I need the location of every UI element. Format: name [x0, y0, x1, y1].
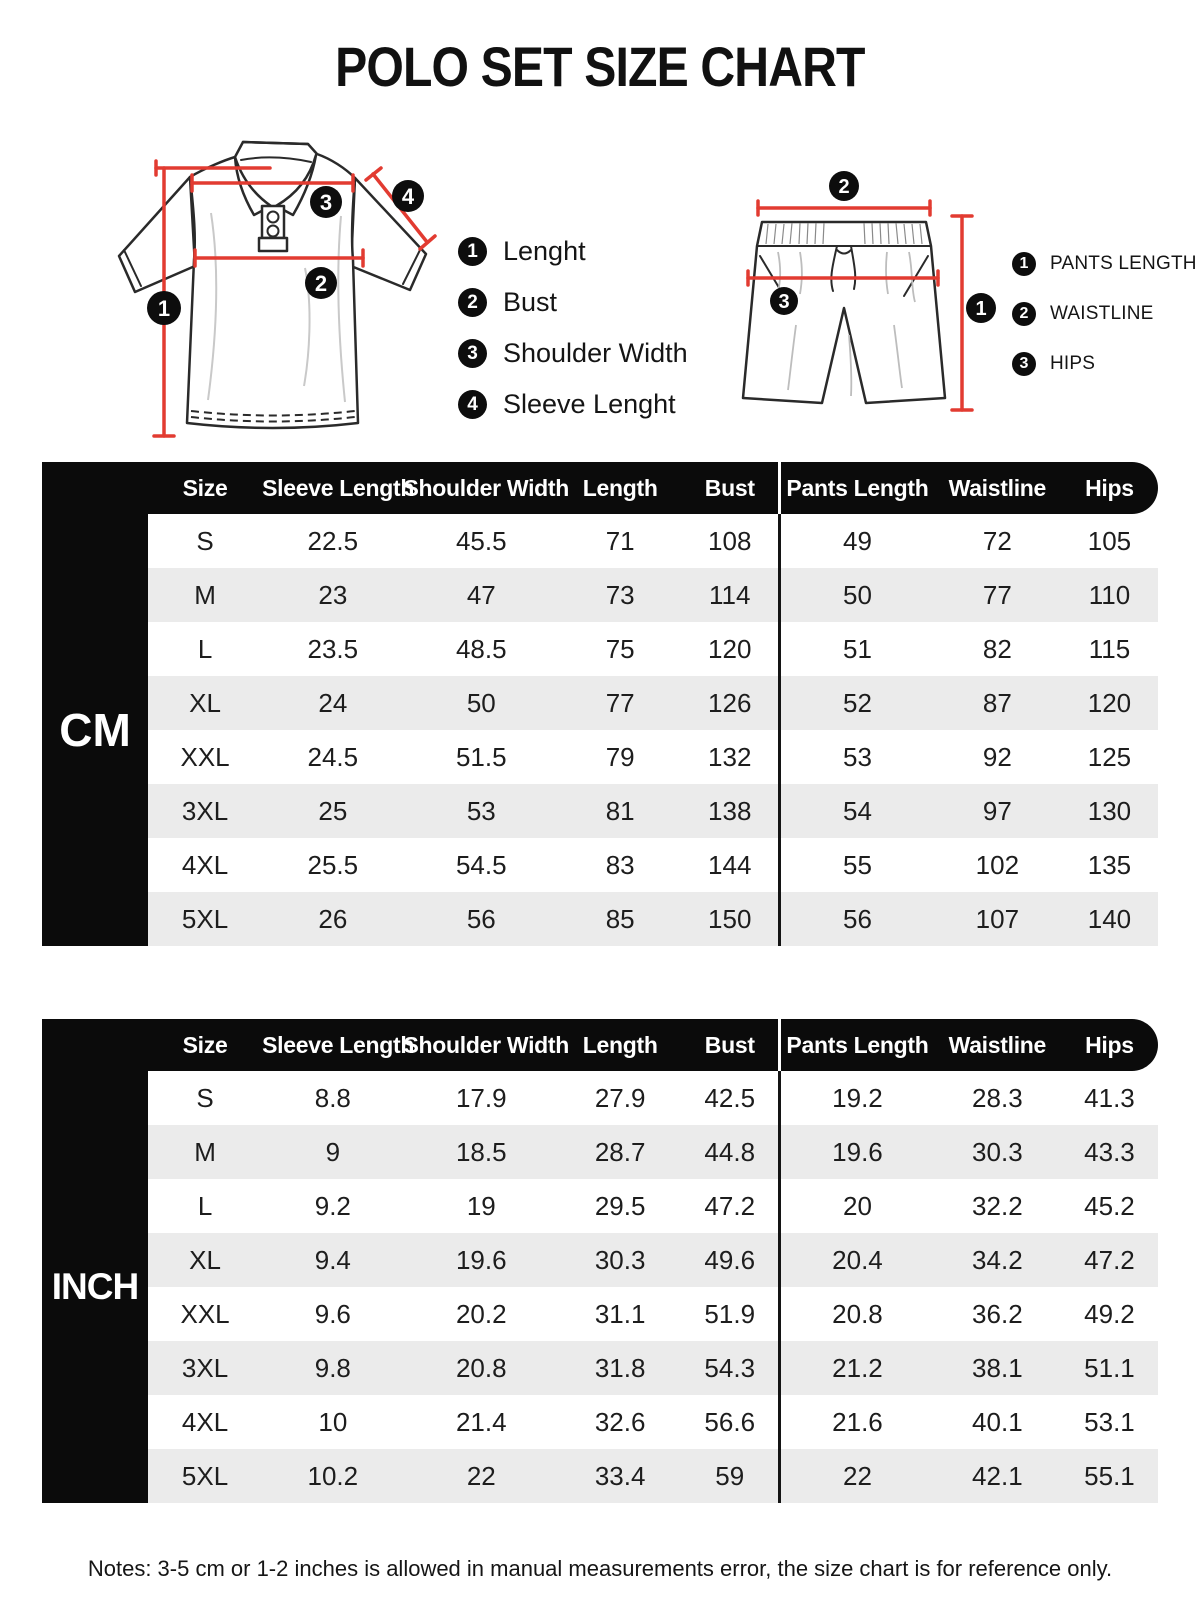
- measure-cell: 43.3: [1084, 1136, 1135, 1167]
- measure-cell: 32.6: [594, 1406, 646, 1437]
- measure-cell: 20.8: [778, 1287, 934, 1341]
- measure-cell: 53: [778, 730, 934, 784]
- size-cell: 4XL: [181, 849, 229, 880]
- measure-cell: 9.4: [314, 1244, 351, 1275]
- measure-cell: 10: [318, 1406, 348, 1437]
- table-row: [148, 1395, 1158, 1449]
- legend-badge-1: 1: [458, 237, 487, 266]
- measure-cell: 9.2: [314, 1190, 351, 1221]
- size-cell: XXL: [180, 741, 230, 772]
- measure-cell: 19.6: [455, 1244, 507, 1275]
- size-cell: 3XL: [181, 795, 229, 826]
- measure-cell: 120: [708, 633, 752, 664]
- measure-cell: 52: [778, 676, 934, 730]
- legend-item-bust: [458, 287, 688, 318]
- legend-badge-4: 4: [458, 390, 487, 419]
- column-header: Size: [182, 1032, 228, 1058]
- size-cell: M: [194, 579, 216, 610]
- measure-cell: 21.6: [778, 1395, 934, 1449]
- badge-pants-length: 1: [975, 298, 987, 320]
- badge-bust: 2: [314, 271, 328, 296]
- measure-cell: 22: [778, 1449, 934, 1503]
- polo-shirt-diagram: [95, 118, 445, 453]
- column-header: Shoulder Width: [403, 475, 570, 501]
- table-row: [148, 1341, 1158, 1395]
- measure-cell: 20.2: [455, 1298, 507, 1329]
- measure-cell: 9: [325, 1136, 341, 1167]
- measure-cell: 49: [778, 514, 934, 568]
- table-row: [148, 838, 1158, 892]
- badge-waistline: 2: [838, 176, 850, 198]
- measure-cell: 125: [1087, 741, 1132, 772]
- measure-cell: 25: [318, 795, 348, 826]
- shorts-diagram: [700, 160, 1000, 430]
- cm-table-body: [42, 514, 1158, 946]
- measure-cell: 53: [466, 795, 496, 826]
- size-cell: 3XL: [181, 1352, 229, 1383]
- legend-item-shoulder-width: [458, 338, 688, 369]
- column-header: Length: [582, 475, 658, 501]
- size-cell: L: [197, 633, 213, 664]
- column-header: Pants Length: [778, 462, 934, 514]
- measure-cell: 31.8: [594, 1352, 646, 1383]
- measure-cell: 51.9: [704, 1298, 756, 1329]
- measure-cell: 79: [605, 741, 635, 772]
- notes-text: Notes: 3-5 cm or 1-2 inches is allowed in manual measurements error, the size chart is for reference only.: [87, 1556, 1113, 1581]
- legend-badge-2: 2: [1012, 302, 1036, 326]
- size-cell: L: [197, 1190, 213, 1221]
- measure-cell: 55.1: [1084, 1460, 1135, 1491]
- measure-cell: 135: [1087, 849, 1132, 880]
- measure-cell: 19: [466, 1190, 496, 1221]
- measure-cell: 23: [318, 579, 348, 610]
- measure-cell: 105: [1087, 525, 1132, 556]
- column-header: Size: [182, 475, 228, 501]
- inch-size-table: [42, 1019, 1158, 1503]
- cm-table-rows: [148, 514, 1158, 946]
- measure-cell: 77: [982, 579, 1012, 610]
- badge-shoulder-width: 3: [319, 190, 333, 215]
- column-header: Waistline: [948, 475, 1047, 501]
- column-header: Shoulder Width: [403, 1032, 570, 1058]
- measure-cell: 24: [318, 687, 348, 718]
- measure-cell: 53.1: [1084, 1406, 1135, 1437]
- measure-cell: 77: [605, 687, 635, 718]
- measure-cell: 71: [605, 525, 635, 556]
- legend-label: PANTS LENGTH: [1050, 253, 1197, 274]
- legend-badge-3: 3: [458, 339, 487, 368]
- column-header: Sleeve Length: [262, 1032, 415, 1058]
- badge-length: 1: [157, 296, 171, 321]
- legend-item-length: [458, 236, 688, 267]
- measure-cell: 108: [708, 525, 752, 556]
- measure-cell: 9.8: [314, 1352, 351, 1383]
- measure-cell: 28.7: [594, 1136, 646, 1167]
- column-header: Bust: [704, 475, 755, 501]
- measure-cell: 92: [982, 741, 1012, 772]
- table-row: [148, 1071, 1158, 1125]
- column-header: Waistline: [948, 1032, 1047, 1058]
- measure-cell: 54: [778, 784, 934, 838]
- measure-cell: 114: [709, 579, 751, 610]
- measure-cell: 73: [605, 579, 635, 610]
- measure-cell: 36.2: [972, 1298, 1023, 1329]
- legend-badge-1: 1: [1012, 252, 1036, 276]
- shorts-legend: [1012, 252, 1197, 376]
- measure-cell: 49.6: [704, 1244, 756, 1275]
- measure-cell: 102: [975, 849, 1020, 880]
- legend-item-pants-length: [1012, 252, 1197, 276]
- measure-cell: 144: [708, 849, 752, 880]
- measure-cell: 51: [778, 622, 934, 676]
- measure-cell: 41.3: [1084, 1082, 1135, 1113]
- unit-label-cm: CM: [42, 514, 148, 946]
- measure-cell: 31.1: [594, 1298, 646, 1329]
- size-cell: S: [196, 1082, 214, 1113]
- page-title: POLO SET SIZE CHART: [335, 35, 865, 98]
- measure-cell: 51.5: [455, 741, 507, 772]
- measure-cell: 30.3: [972, 1136, 1023, 1167]
- measure-cell: 45.2: [1084, 1190, 1135, 1221]
- legend-badge-3: 3: [1012, 352, 1036, 376]
- size-cell: XXL: [180, 1298, 230, 1329]
- measure-cell: 47.2: [1084, 1244, 1135, 1275]
- measure-cell: 56: [778, 892, 934, 946]
- size-cell: 5XL: [181, 903, 229, 934]
- measure-cell: 140: [1087, 903, 1132, 934]
- measure-cell: 50: [778, 568, 934, 622]
- measure-cell: 54.5: [455, 849, 507, 880]
- measure-cell: 50: [466, 687, 496, 718]
- measure-cell: 26: [318, 903, 348, 934]
- table-row: [148, 622, 1158, 676]
- column-header: Length: [582, 1032, 658, 1058]
- badge-sleeve-length: 4: [401, 184, 415, 209]
- measure-cell: 42.1: [972, 1460, 1023, 1491]
- table-row: [148, 784, 1158, 838]
- measure-cell: 34.2: [972, 1244, 1023, 1275]
- measure-cell: 8.8: [314, 1082, 351, 1113]
- measure-cell: 48.5: [455, 633, 507, 664]
- column-header: Bust: [704, 1032, 755, 1058]
- measure-cell: 138: [708, 795, 752, 826]
- measure-cell: 23.5: [307, 633, 359, 664]
- measure-cell: 25.5: [307, 849, 359, 880]
- column-header: Pants Length: [778, 1019, 934, 1071]
- measure-cell: 44.8: [704, 1136, 756, 1167]
- measure-cell: 55: [778, 838, 934, 892]
- measure-cell: 27.9: [594, 1082, 646, 1113]
- measure-cell: 132: [708, 741, 752, 772]
- measure-cell: 85: [605, 903, 635, 934]
- measure-cell: 20.8: [455, 1352, 507, 1383]
- measure-cell: 32.2: [972, 1190, 1023, 1221]
- cm-table-header: [42, 462, 1158, 514]
- measure-cell: 97: [982, 795, 1012, 826]
- measure-cell: 150: [708, 903, 752, 934]
- badge-hips: 3: [778, 291, 790, 313]
- measure-cell: 40.1: [972, 1406, 1023, 1437]
- size-cell: 5XL: [181, 1460, 229, 1491]
- measure-cell: 56.6: [704, 1406, 756, 1437]
- measure-cell: 45.5: [455, 525, 507, 556]
- measure-cell: 24.5: [307, 741, 359, 772]
- measure-cell: 81: [605, 795, 635, 826]
- measure-cell: 115: [1088, 633, 1131, 664]
- measure-cell: 82: [982, 633, 1012, 664]
- legend-label: Lenght: [503, 236, 586, 266]
- size-cell: M: [194, 1136, 216, 1167]
- measure-cell: 20: [778, 1179, 934, 1233]
- column-header: Hips: [1085, 475, 1134, 501]
- legend-item-waistline: [1012, 302, 1197, 326]
- unit-label-inch: INCH: [42, 1071, 148, 1503]
- legend-label: Shoulder Width: [503, 338, 688, 368]
- measure-cell: 47.2: [704, 1190, 756, 1221]
- polo-legend: [458, 236, 688, 420]
- table-row: [148, 568, 1158, 622]
- inch-table-rows: [148, 1071, 1158, 1503]
- measure-cell: 29.5: [594, 1190, 646, 1221]
- measure-cell: 130: [1087, 795, 1132, 826]
- cm-size-table: [42, 462, 1158, 946]
- table-row: [148, 1233, 1158, 1287]
- table-row: [148, 1449, 1158, 1503]
- table-row: [148, 1287, 1158, 1341]
- measure-cell: 107: [975, 903, 1020, 934]
- column-header: Sleeve Length: [262, 475, 415, 501]
- measure-cell: 30.3: [594, 1244, 646, 1275]
- measure-cell: 87: [982, 687, 1012, 718]
- table-row: [148, 514, 1158, 568]
- measure-cell: 18.5: [455, 1136, 507, 1167]
- measure-cell: 22.5: [307, 525, 359, 556]
- table-row: [148, 892, 1158, 946]
- shorts-outline: [743, 222, 945, 403]
- measure-cell: 19.6: [778, 1125, 934, 1179]
- legend-item-sleeve-length: [458, 389, 688, 420]
- measure-cell: 20.4: [778, 1233, 934, 1287]
- legend-label: Sleeve Lenght: [503, 389, 676, 419]
- measure-cell: 54.3: [704, 1352, 756, 1383]
- measure-cell: 72: [982, 525, 1012, 556]
- legend-label: Bust: [503, 287, 558, 317]
- measure-cell: 51.1: [1084, 1352, 1135, 1383]
- inch-table-body: [42, 1071, 1158, 1503]
- measure-cell: 47: [466, 579, 496, 610]
- size-cell: S: [196, 525, 214, 556]
- measure-cell: 38.1: [972, 1352, 1023, 1383]
- legend-label: HIPS: [1050, 353, 1096, 374]
- measure-cell: 42.5: [704, 1082, 756, 1113]
- measure-cell: 19.2: [778, 1071, 934, 1125]
- measure-cell: 56: [466, 903, 496, 934]
- measure-cell: 33.4: [594, 1460, 646, 1491]
- table-row: [148, 1125, 1158, 1179]
- measure-cell: 21.4: [455, 1406, 507, 1437]
- column-header: Hips: [1085, 1032, 1134, 1058]
- legend-item-hips: [1012, 352, 1197, 376]
- measure-cell: 59: [715, 1460, 745, 1491]
- size-cell: 4XL: [181, 1406, 229, 1437]
- legend-label: WAISTLINE: [1050, 303, 1154, 324]
- table-row: [148, 730, 1158, 784]
- measure-cell: 22: [466, 1460, 496, 1491]
- legend-badge-2: 2: [458, 288, 487, 317]
- table-row: [148, 1179, 1158, 1233]
- measure-cell: 10.2: [307, 1460, 359, 1491]
- measure-cell: 9.6: [314, 1298, 351, 1329]
- measure-cell: 28.3: [972, 1082, 1023, 1113]
- measure-cell: 49.2: [1084, 1298, 1135, 1329]
- measure-cell: 83: [605, 849, 635, 880]
- size-cell: XL: [189, 1244, 221, 1275]
- measure-cell: 126: [708, 687, 752, 718]
- measure-cell: 17.9: [455, 1082, 507, 1113]
- measure-cell: 120: [1087, 687, 1132, 718]
- measure-cell: 75: [605, 633, 635, 664]
- size-cell: XL: [189, 687, 221, 718]
- page-title-wrap: [0, 34, 1200, 99]
- measure-cell: 21.2: [778, 1341, 934, 1395]
- measure-cell: 110: [1088, 579, 1131, 610]
- table-row: [148, 676, 1158, 730]
- inch-table-header: [42, 1019, 1158, 1071]
